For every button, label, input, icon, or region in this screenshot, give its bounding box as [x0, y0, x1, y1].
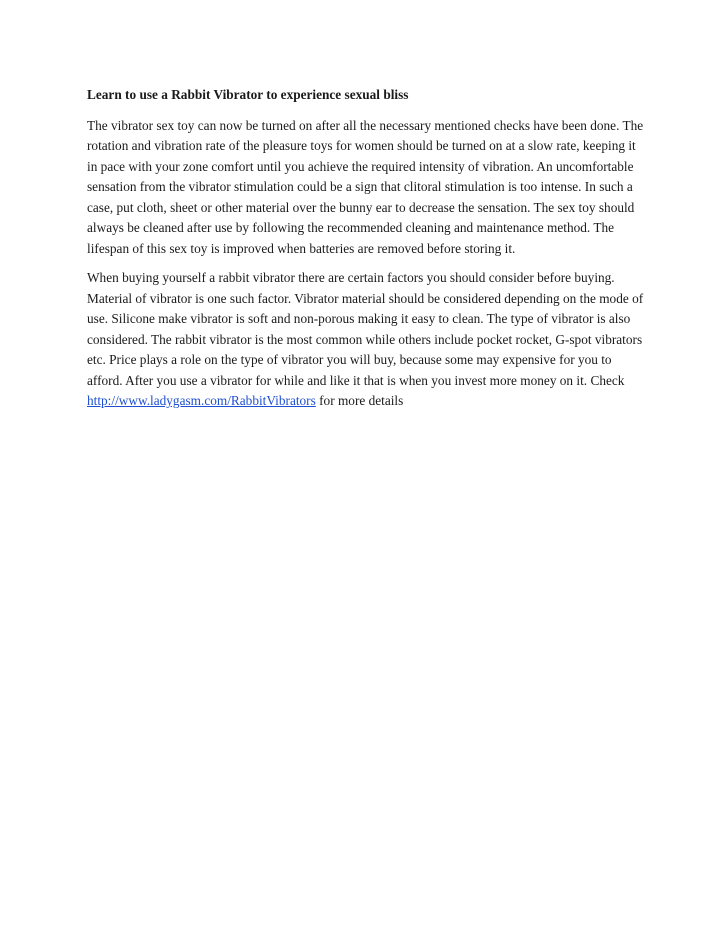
paragraph-buying-text: When buying yourself a rabbit vibrator there are certain factors you should consider before buying. Material of vibrator is one such factor. Vibrator material should be considered depending on the mode of use. Silicone make vibrator is soft and non-porous making it easy to clean. The type of vibrator is also considered. The rabbit vibrator is the most common while others include pocket rocket, G-spot vibrators etc. Price plays a role on the type of vibrator you will buy, because some may expensive for you to afford. After you use a vibrator for while and like it that is when you invest more money on it. Check — [87, 270, 644, 388]
document-title: Learn to use a Rabbit Vibrator to experience sexual bliss — [87, 87, 409, 102]
paragraph-buying-tail: for more details — [315, 393, 404, 408]
document-page — [87, 85, 647, 421]
paragraph-usage: The vibrator sex toy can now be turned on after all the necessary mentioned checks have been done. The rotation and vibration rate of the pleasure toys for women should be turned on at a slow rate, keeping it in pace with your zone comfort until you achieve the required intensity of vibration. An uncomfortable sensation from the vibrator stimulation could be a sign that clitoral stimulation is too intense. In such a case, put cloth, sheet or other material over the bunny ear to decrease the sensation. The sex toy should always be cleaned after use by following the recommended cleaning and maintenance method. The lifespan of this sex toy is improved when batteries are removed before storing it. — [87, 117, 644, 256]
rabbit-vibrators-link[interactable]: http://www.ladygasm.com/RabbitVibrators — [87, 393, 316, 408]
paragraph-buying — [87, 268, 647, 412]
